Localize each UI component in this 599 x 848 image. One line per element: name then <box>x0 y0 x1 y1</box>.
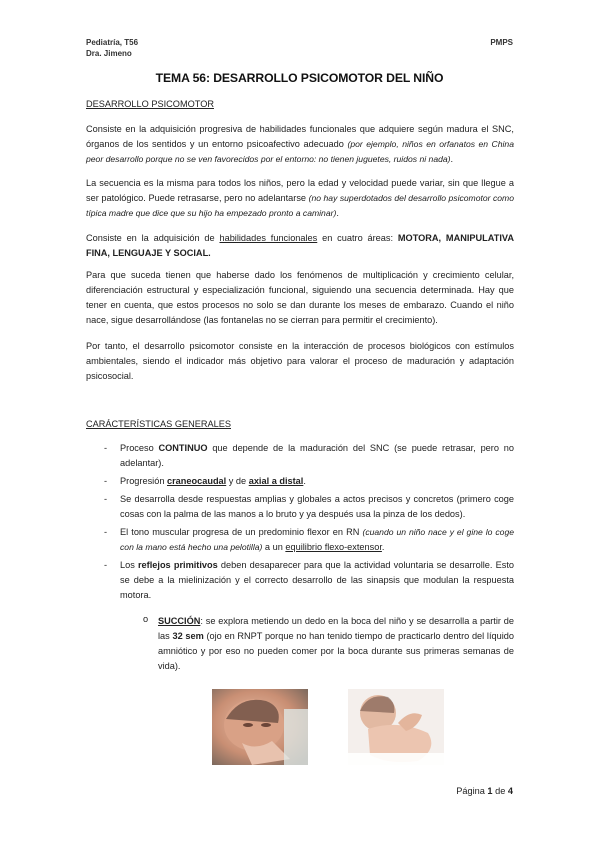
page-title: TEMA 56: DESARROLLO PSICOMOTOR DEL NIÑO <box>155 71 444 85</box>
bullet-4-pre: El tono muscular progresa de un predominio flexor en RN <box>120 527 363 537</box>
baby-reflex-photo <box>348 689 444 765</box>
bullet-1-pre: Proceso <box>120 443 159 453</box>
paragraph-1-end: . <box>450 154 454 164</box>
footer-separator: de <box>492 786 508 796</box>
bullet-1-bold: CONTINUO <box>158 443 208 453</box>
header-course: Pediatría, T56 <box>86 38 139 47</box>
paragraph-5: Por tanto, el desarrollo psicomotor consiste en la interacción de procesos biológicos con estímulos ambientales, siendo el indicador más objetivo para valorar el proceso de maduración y adaptación psicosocial. <box>86 341 514 381</box>
list-item <box>86 441 514 471</box>
footer-total-pages: 4 <box>507 786 513 796</box>
bullet-2-mid: y de <box>226 476 249 486</box>
list-item <box>86 558 514 603</box>
bullet-4-underlined: equilibrio flexo-extensor <box>285 542 382 552</box>
sub-item-text-2: (ojo en RNPT porque no han tenido tiempo de practicarlo dentro del líquido amniótico y por eso no pueden comer por la boca durante sus primeras semanas de vida). <box>158 631 514 671</box>
bullet-2-pre: Progresión <box>120 476 167 486</box>
paragraph-3 <box>86 231 514 261</box>
sub-item-title: SUCCIÓN <box>158 616 201 626</box>
newborn-suckling-photo <box>212 689 308 765</box>
sub-item-succion <box>158 614 514 674</box>
bullet-4-mid: a un <box>262 542 286 552</box>
bullet-2-underlined-1: craneocaudal <box>166 476 227 486</box>
page-footer <box>456 786 513 796</box>
characteristics-list <box>86 441 514 606</box>
bullet-5-bold: reflejos primitivos <box>137 560 218 570</box>
paragraph-4: Para que suceda tienen que haberse dado los fenómenos de multiplicación y crecimiento celular, diferenciación estructural y especialización funcional, siguiendo una secuencia determinada. Hay que tener en cuenta, que estos procesos no solo se dan durante los meses de embarazo. Cuando el niño nace, sigue desarrollándose (las fontanelas no se cierran para permitir el crecimiento). <box>86 270 514 325</box>
bullet-5-post: deben desaparecer para que la actividad voluntaria se desarrolle. Esto se debe a la mielinización y el correcto desarrollo de las sinapsis que modulan la respuesta motora. <box>120 560 514 600</box>
paragraph-1-text: Consiste en la adquisición progresiva de habilidades funcionales que adquiere según madura el SNC, órganos de los sentidos y un entorno psicoafectivo adecuado <box>86 124 514 149</box>
paragraph-2 <box>86 176 514 221</box>
section-heading-desarrollo: DESARROLLO PSICOMOTOR <box>86 99 214 109</box>
paragraph-3-bold: MOTORA, MANIPULATIVA FINA, LENGUAJE Y SOCIAL. <box>86 233 514 258</box>
paragraph-2-text: La secuencia es la misma para todos los niños, pero la edad y velocidad puede variar, sin que llegue a ser patológico. Puede retrasarse, pero no adelantarse <box>86 178 514 203</box>
paragraph-1-italic: (por ejemplo, niños en orfanatos en China peor desarrollo porque no se ven favorecidos por el entorno: no tienen juguetes, ruidos ni nada) <box>86 139 514 164</box>
footer-page-number: 1 <box>487 786 493 796</box>
list-item <box>86 525 514 555</box>
paragraph-1 <box>86 122 514 167</box>
list-item: - Se desarrolla desde respuestas amplias y globales a actos precisos y concretos (primero coge cosas con la palma de las manos a lo bruto y ya después usa la pinza de los dedos). <box>86 492 514 522</box>
bullet-4-italic: (cuando un niño nace y el gine lo coge con la mano está hecho una pelotilla) <box>120 527 514 552</box>
sub-item-text-1: : se explora metiendo un dedo en la boca del niño y se desarrolla a partir de las <box>158 616 514 641</box>
section-heading-caracteristicas: CARÁCTERÍSTICAS GENERALES <box>86 419 231 429</box>
paragraph-2-end: . <box>336 208 339 218</box>
paragraph-3-underlined: habilidades funcionales <box>219 233 318 243</box>
paragraph-2-italic: (no hay superdotados del desarrollo psicomotor como típica madre que dice que su hijo ha empezado pronto a caminar) <box>86 193 514 218</box>
bullet-2-underlined-2: axial a distal <box>248 476 304 486</box>
paragraph-3-mid: en cuatro áreas: <box>317 233 398 243</box>
bullet-2-post: . <box>303 476 306 486</box>
list-item <box>86 474 514 489</box>
sub-item-bold: 32 sem <box>172 631 204 641</box>
footer-label: Página <box>456 786 488 796</box>
bullet-4-post: . <box>381 542 385 552</box>
header-left <box>86 37 138 59</box>
header-professor: Dra. Jimeno <box>86 49 132 58</box>
bullet-1-post: que depende de la maduración del SNC (se puede retrasar, pero no adelantar). <box>120 443 514 468</box>
sub-bullet-marker: o <box>143 614 149 624</box>
paragraph-3-pre: Consiste en la adquisición de <box>86 233 220 243</box>
bullet-5-pre: Los <box>120 560 138 570</box>
header-author: PMPS <box>490 38 513 47</box>
